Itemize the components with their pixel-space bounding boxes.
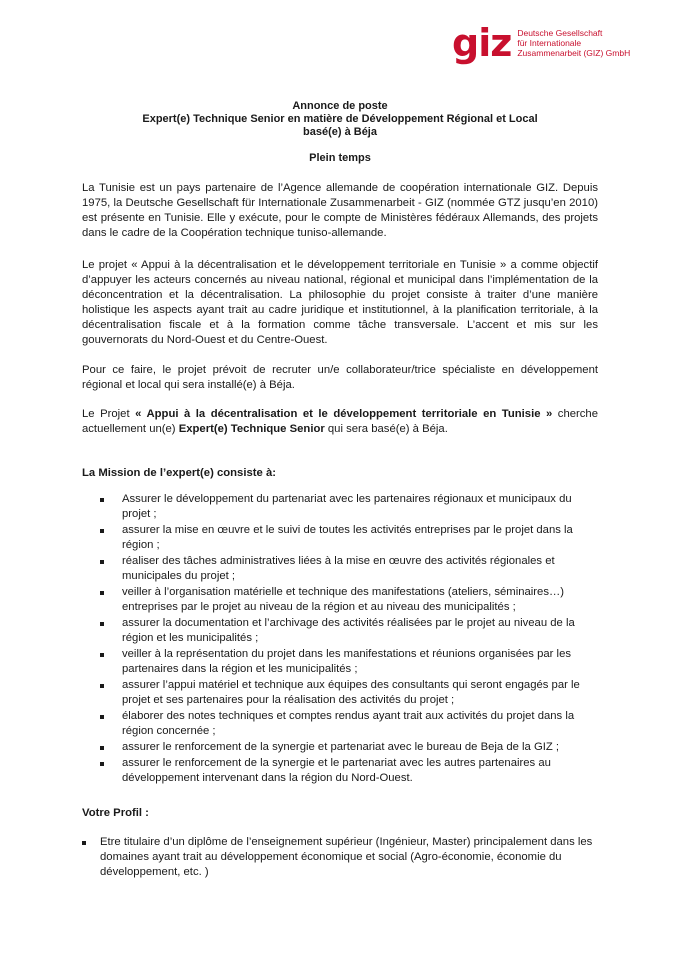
list-item — [100, 523, 580, 553]
giz-logo — [452, 21, 631, 65]
bullet-icon — [100, 622, 104, 626]
list-item-text: réaliser des tâches administratives liées à la mise en œuvre des activités régionales et municipales du projet ; — [122, 555, 555, 582]
announcement-heading: Annonce de poste — [292, 100, 388, 112]
bullet-icon — [100, 746, 104, 750]
bullet-icon — [100, 591, 104, 595]
recruitment-paragraph: Pour ce faire, le projet prévoit de recruter un/e collaborateur/trice spécialiste en développement régional et local qui sera installé(e) à Béja. — [82, 364, 598, 391]
list-item-text: Etre titulaire d’un diplôme de l’enseignement supérieur (Ingénieur, Master) principalement dans les domaines ayant trait au développement économique et social (Agro-économie, économie du développement, etc. ) — [100, 836, 593, 878]
list-item — [82, 835, 598, 880]
intro-paragraph: La Tunisie est un pays partenaire de l’Agence allemande de coopération internationale GIZ. Depuis 1975, la Deutsche Gesellschaft für Internationale Zusammenarbeit - GIZ (nommée GTZ jusqu’en 2010) est présente en Tunisie. Elle y exécute, pour le compte de Ministères fédéraux Allemands, des projets dans le cadre de la Coopération technique tuniso-allemande. — [82, 182, 598, 239]
p4-project-name: « Appui à la décentralisation et le développement territoriale en Tunisie » — [135, 408, 553, 420]
list-item-text: veiller à la représentation du projet dans les manifestations et réunions organisées par les partenaires dans la région et les municipalités ; — [122, 648, 571, 675]
bullet-icon — [82, 841, 86, 845]
list-item-text: assurer la documentation et l’archivage des activités réalisées par le projet au niveau de la région et les municipalités ; — [122, 617, 575, 644]
bullet-icon — [100, 653, 104, 657]
list-item — [100, 585, 580, 615]
profile-list — [82, 835, 598, 880]
list-item — [100, 756, 580, 786]
list-item — [100, 740, 580, 755]
list-item — [100, 492, 580, 522]
job-title: Expert(e) Technique Senior en matière de Développement Régional et Local — [142, 113, 538, 125]
bullet-icon — [100, 684, 104, 688]
mission-heading: La Mission de l’expert(e) consiste à: — [82, 467, 276, 479]
list-item-text: assurer la mise en œuvre et le suivi de toutes les activités entreprises par le projet dans la région ; — [122, 524, 573, 551]
p4-text-c: cherche actuellement un(e) — [82, 408, 598, 435]
logo-line-1: Deutsche Gesellschaft — [517, 28, 603, 38]
job-title-block — [80, 100, 600, 139]
bullet-icon — [100, 529, 104, 533]
giz-logo-mark: giz — [452, 21, 512, 65]
list-item-text: veiller à l’organisation matérielle et technique des manifestations (ateliers, séminaires…) entreprises par le projet au niveau de la région et au niveau des municipalités ; — [122, 586, 565, 613]
list-item-text: assurer le renforcement de la synergie et partenariat avec le bureau de Beja de la GIZ ; — [122, 741, 560, 753]
position-paragraph — [82, 407, 598, 437]
logo-line-2: für Internationale — [517, 38, 582, 48]
bullet-icon — [100, 715, 104, 719]
bullet-icon — [100, 560, 104, 564]
list-item-text: assurer le renforcement de la synergie et le partenariat avec les autres partenaires au développement intervenant dans la région du Nord-Ouest. — [122, 757, 551, 784]
giz-logo-text — [517, 28, 630, 58]
p4-text-e: qui sera basé(e) à Béja. — [324, 423, 448, 435]
list-item — [100, 678, 580, 708]
list-item — [100, 554, 580, 584]
schedule-label: Plein temps — [309, 152, 371, 164]
bullet-icon — [100, 498, 104, 502]
p4-text-a: Le Projet — [82, 408, 136, 420]
logo-line-3: Zusammenarbeit (GIZ) GmbH — [517, 48, 631, 58]
project-paragraph: Le projet « Appui à la décentralisation et le développement territoriale en Tunisie » a comme objectif d’appuyer les acteurs concernés au niveau national, régional et municipal dans l’implémentation de la déconcentration et la décentralisation. La philosophie du projet consiste à traiter d’une manière holistique les aspects ayant trait au cadre juridique et institutionnel, à la planification territoriale, à la décentralisation fiscale et à la formation comme tâche transversale. L’accent et mis sur les gouvernorats du Nord-Ouest et du Centre-Ouest. — [82, 259, 598, 346]
p4-position-name: Expert(e) Technique Senior — [178, 423, 325, 435]
list-item-text: Assurer le développement du partenariat avec les partenaires régionaux et municipaux du projet ; — [122, 493, 572, 520]
profile-heading: Votre Profil : — [82, 807, 149, 819]
list-item — [100, 709, 580, 739]
list-item-text: assurer l’appui matériel et technique aux équipes des consultants qui seront engagés par le projet et ses partenaires pour la réalisation des activités du projet ; — [122, 679, 580, 706]
job-location: basé(e) à Béja — [303, 126, 377, 138]
list-item-text: élaborer des notes techniques et comptes rendus ayant trait aux activités du projet dans la région concernée ; — [122, 710, 575, 737]
bullet-icon — [100, 762, 104, 766]
list-item — [100, 616, 580, 646]
list-item — [100, 647, 580, 677]
mission-list — [100, 492, 580, 787]
